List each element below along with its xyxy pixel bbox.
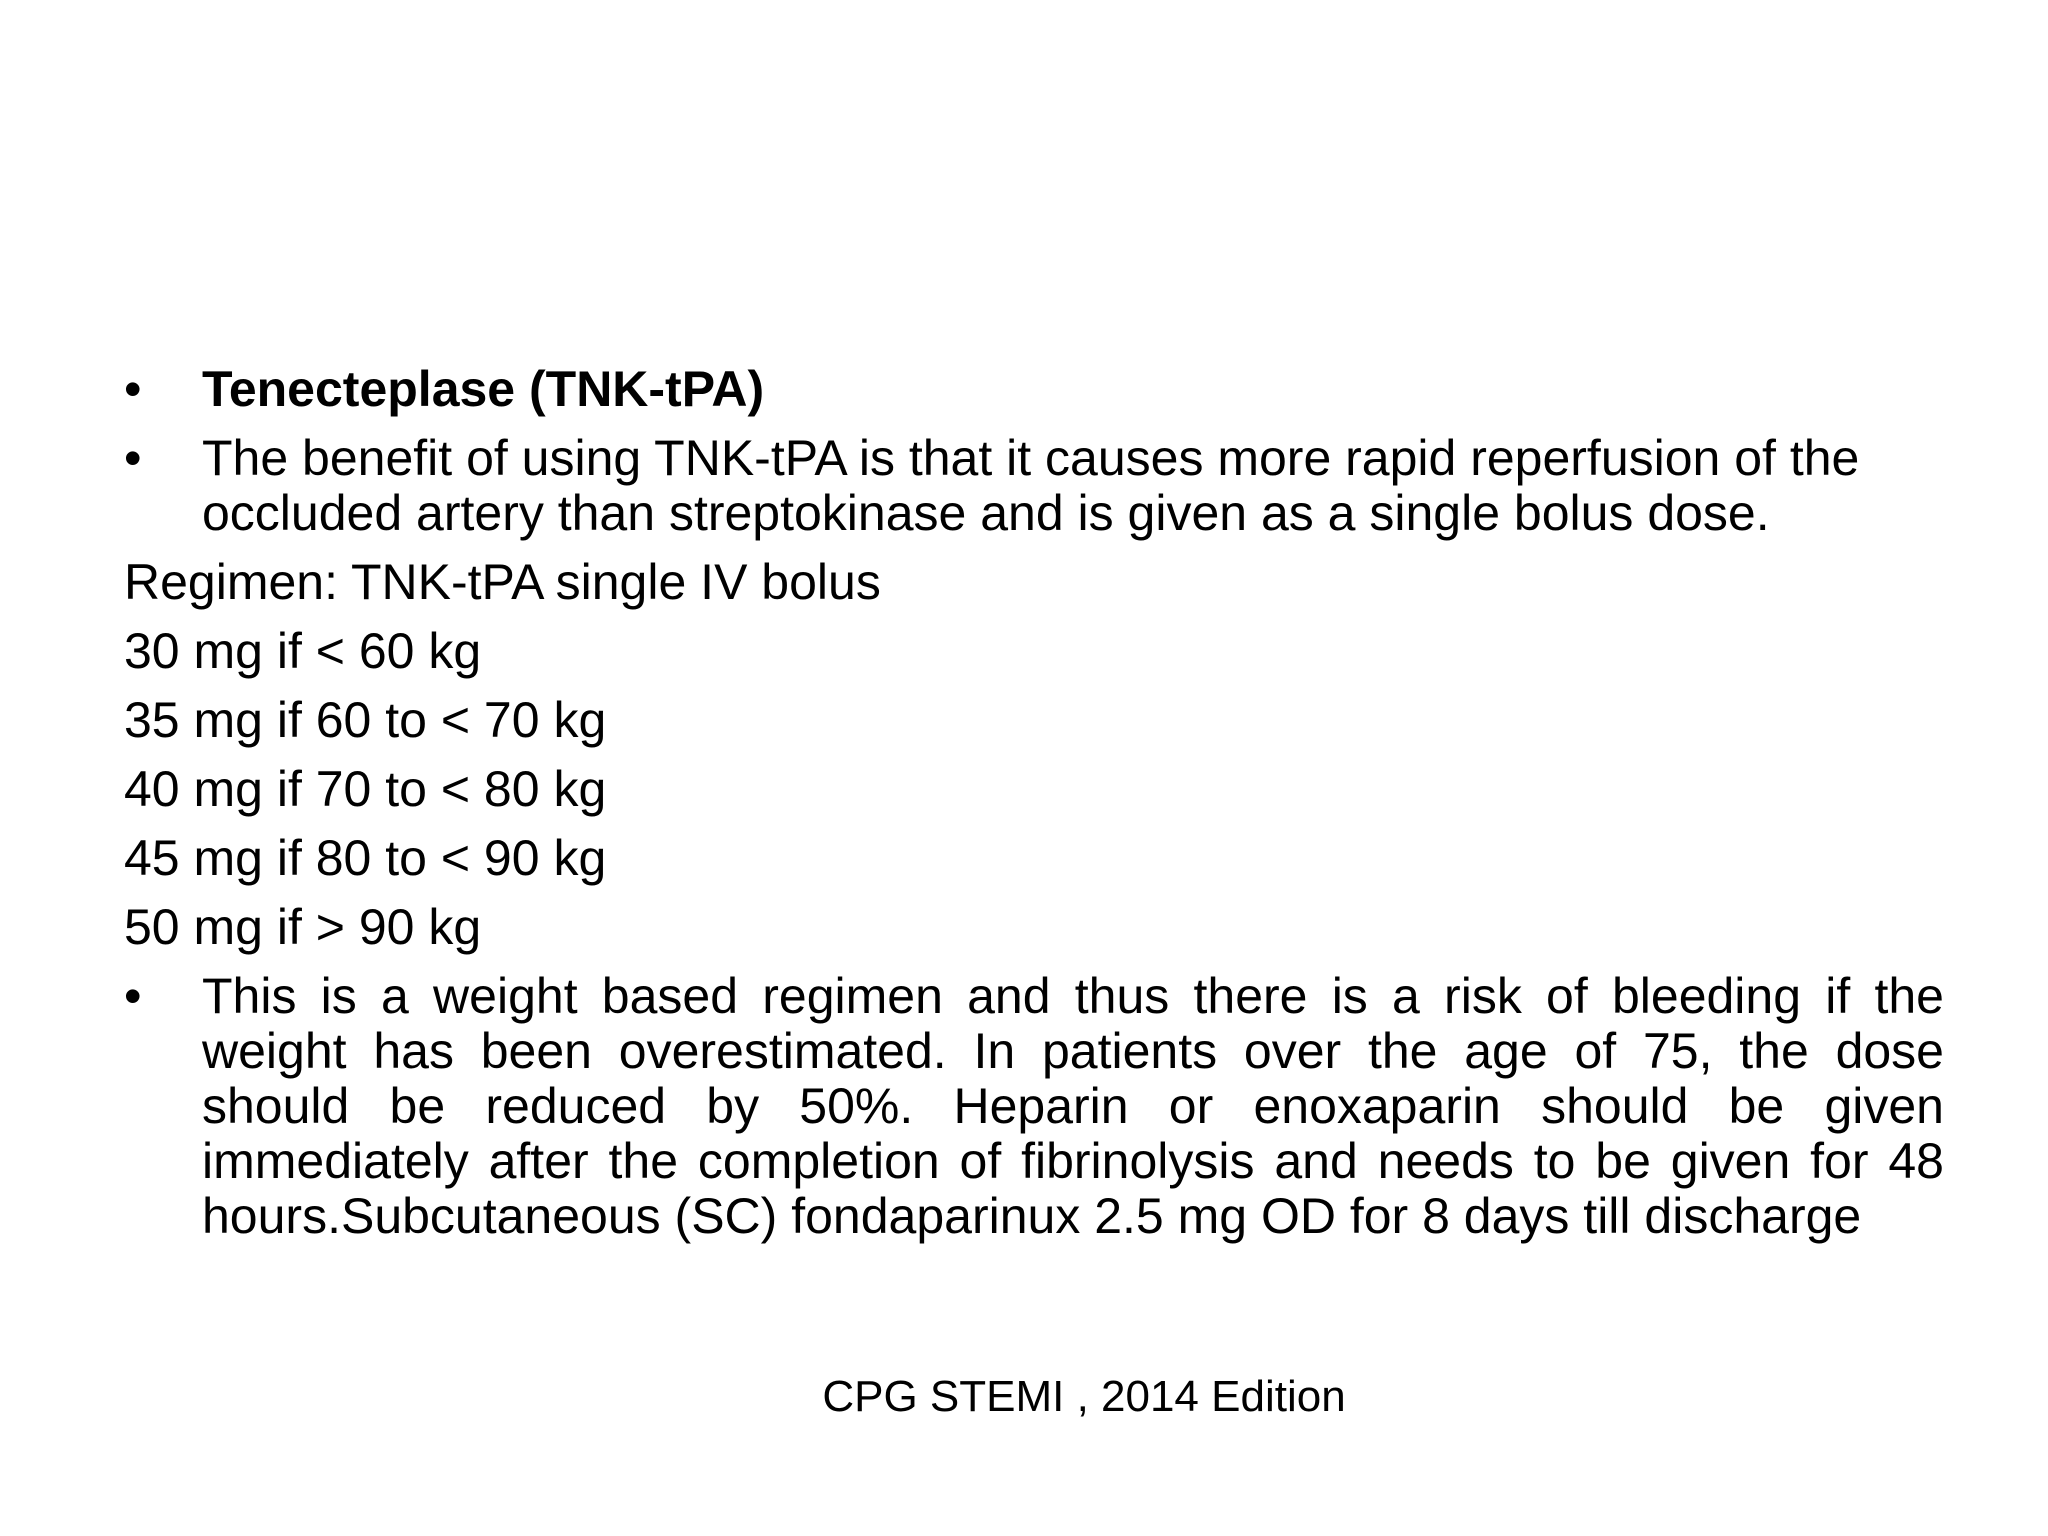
bullet-note: [124, 969, 1944, 1244]
dose-line: 50 mg if > 90 kg: [124, 899, 482, 955]
dose-line: 35 mg if 60 to < 70 kg: [124, 692, 607, 748]
dose-line: 30 mg if < 60 kg: [124, 623, 482, 679]
bullet-heading: [124, 362, 1944, 417]
dose-line: 45 mg if 80 to < 90 kg: [124, 830, 607, 886]
bullet-benefit: [124, 431, 1944, 541]
note-text: This is a weight based regimen and thus there is a risk of bleeding if the weight has been overestimated. In patients over the age of 75, the dose should be reduced by 50%. Heparin or enoxaparin should be given immediately after the completion of fibrinolysis and needs to be given for 48 hours.Subcutaneous (SC) fondaparinux 2.5 mg OD for 8 days till discharge: [202, 968, 1944, 1244]
footer-citation: CPG STEMI , 2014 Edition: [822, 1372, 1346, 1421]
bullet-dot: •: [124, 361, 142, 417]
benefit-text: The benefit of using TNK-tPA is that it causes more rapid reperfusion of the occluded artery than streptokinase and is given as a single bolus dose.: [202, 430, 1860, 541]
heading-text: Tenecteplase (TNK-tPA): [202, 361, 765, 417]
bullet-dot: •: [124, 968, 142, 1024]
dose-line: 40 mg if 70 to < 80 kg: [124, 761, 607, 817]
bullet-dot: •: [124, 430, 142, 486]
regimen-title: Regimen: TNK-tPA single IV bolus: [124, 554, 881, 610]
slide-content: [124, 362, 1944, 1258]
